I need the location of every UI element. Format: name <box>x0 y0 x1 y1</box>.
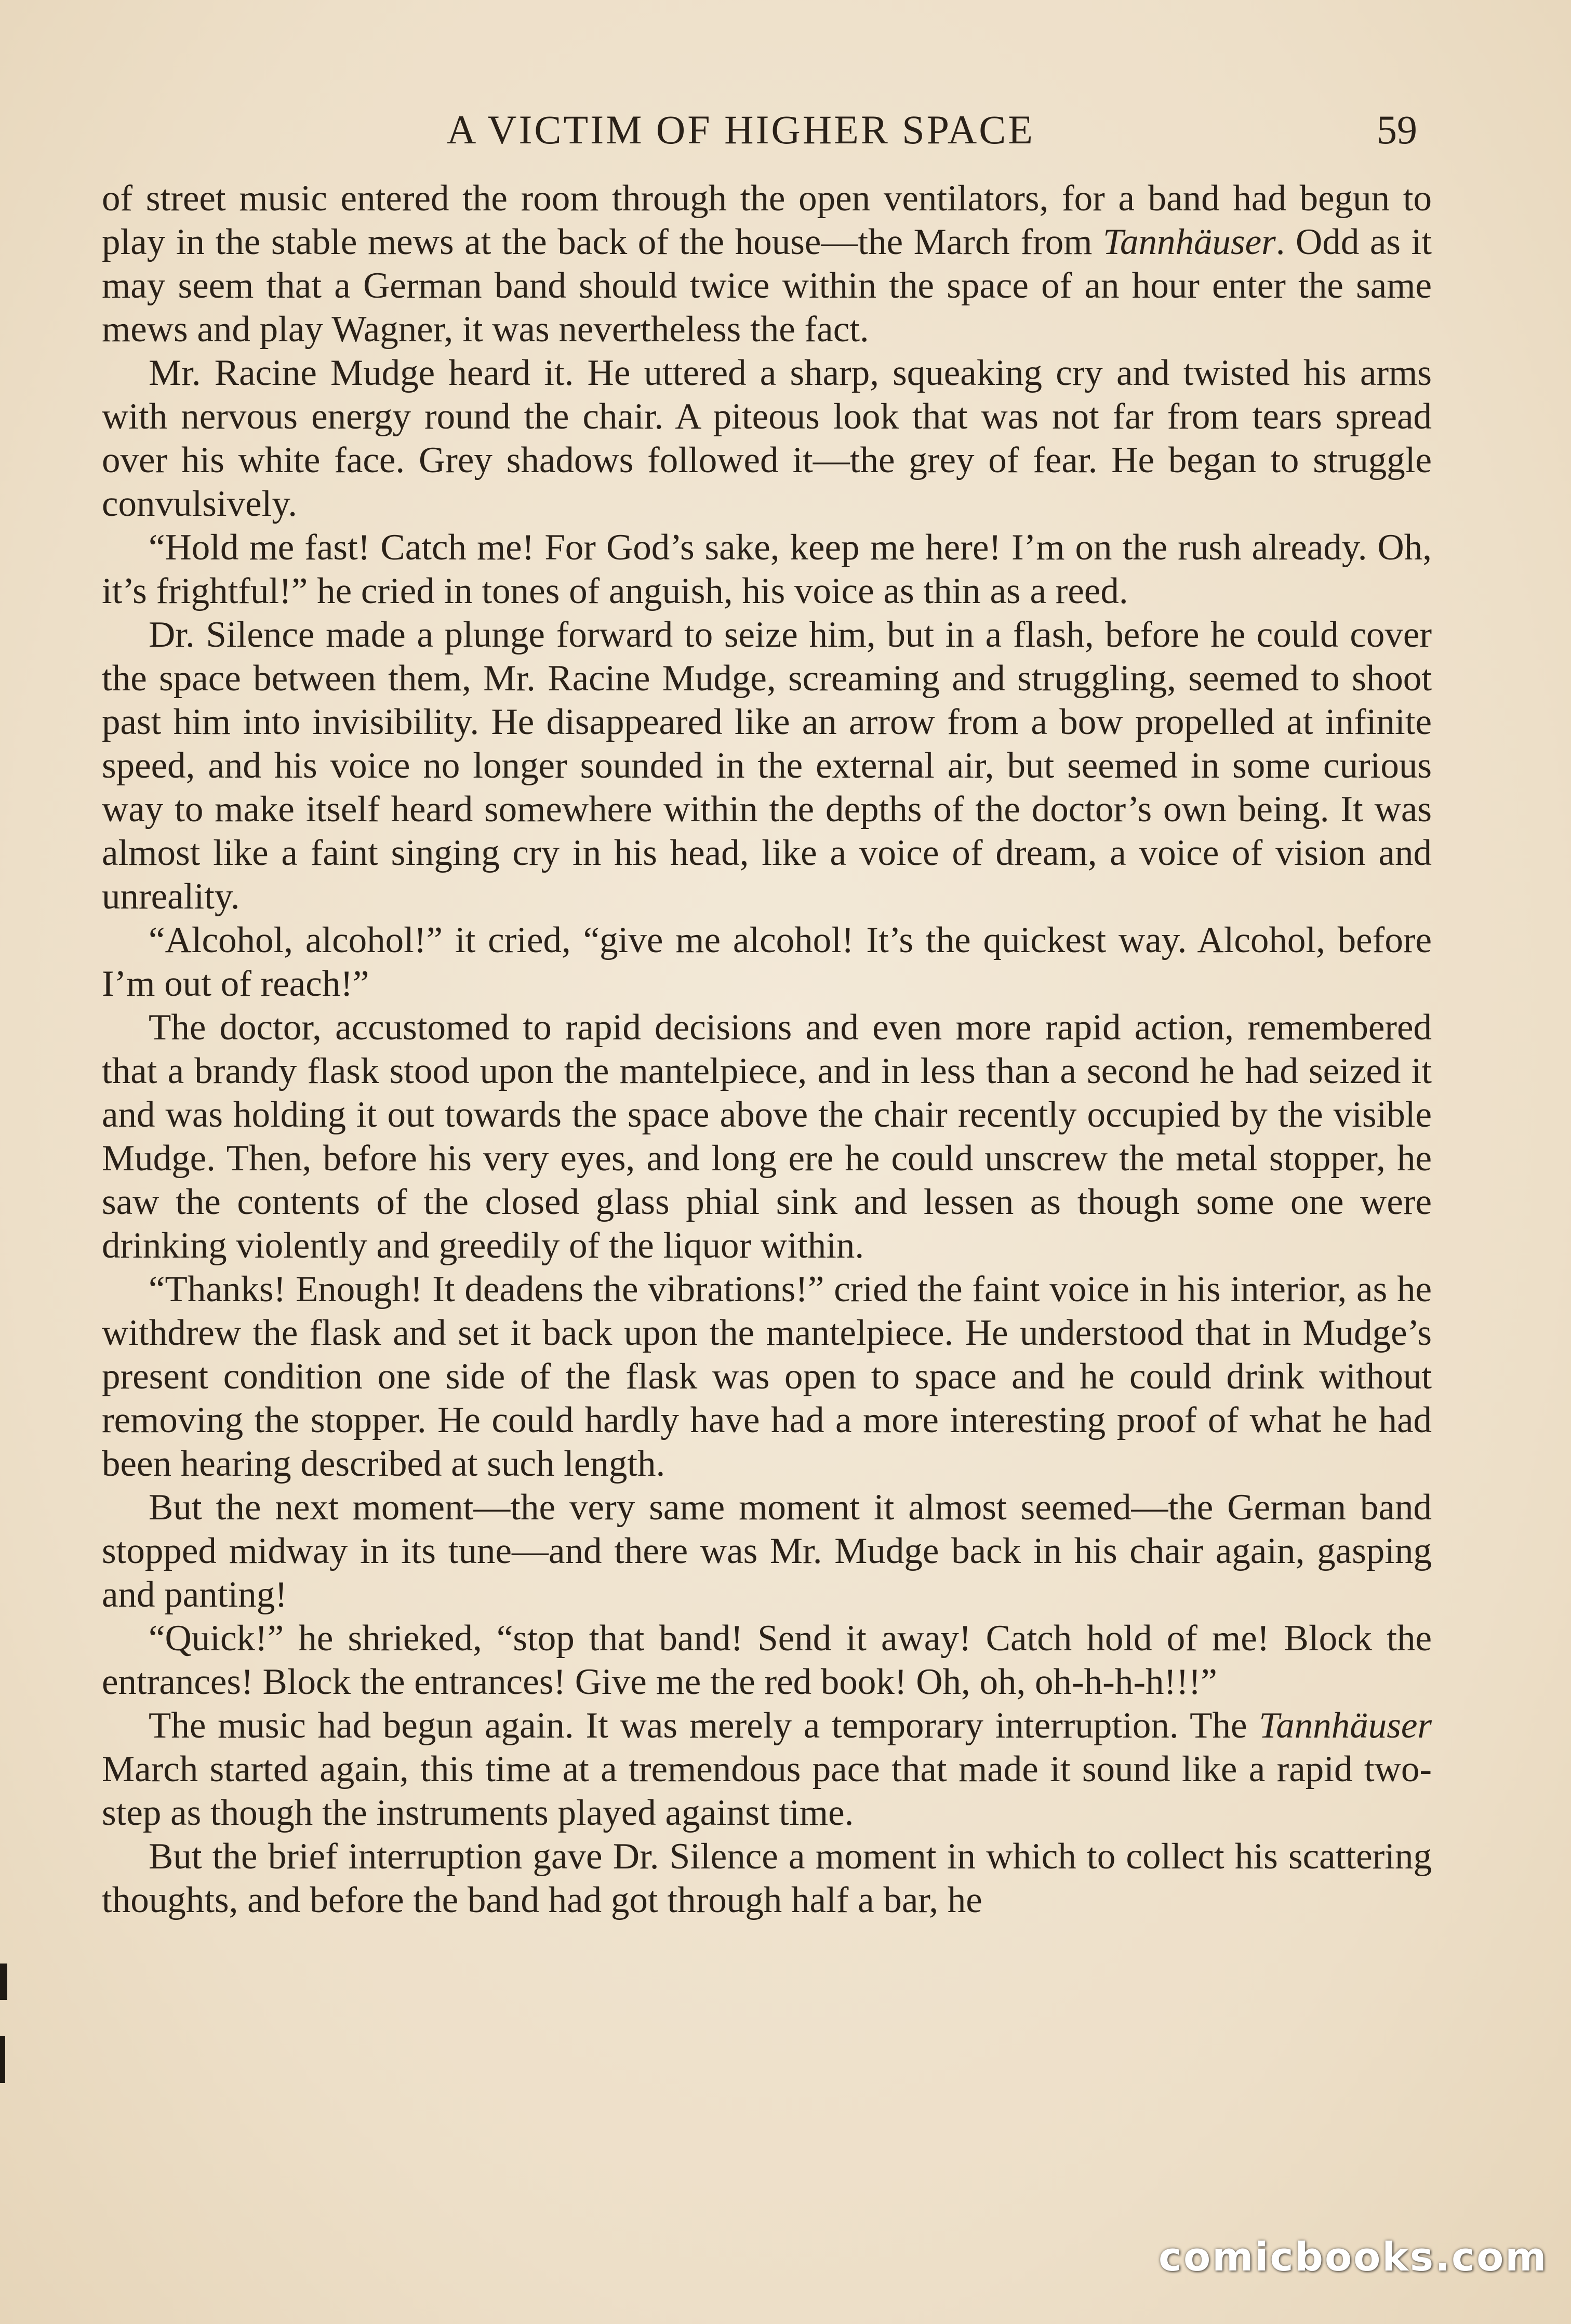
body-text <box>102 177 1432 1922</box>
italic-title: Tannhäuser <box>1259 1705 1432 1746</box>
paragraph: But the brief interruption gave Dr. Silence a moment in which to collect his scattering thoughts, and before the band had got through half a bar, he <box>102 1836 1432 1920</box>
page-header <box>0 106 1571 164</box>
watermark: comicbooks.com <box>1159 2234 1548 2280</box>
paragraph: Mr. Racine Mudge heard it. He uttered a sharp, squeaking cry and twisted his arms with nervous energy round the chair. A piteous look that was not far from tears spread over his white face. Grey shadows followed it—the grey of fear. He began to struggle convulsively. <box>102 353 1432 524</box>
paragraph: But the next moment—the very same moment it almost seemed—the German band stopped midway in its tune—and there was Mr. Mudge back in his chair again, gasping and panting! <box>102 1487 1432 1615</box>
paragraph: “Thanks! Enough! It deadens the vibrations!” cried the faint voice in his interior, as he withdrew the flask and set it back upon the mantelpiece. He understood that in Mudge’s present condition one side of the flask was open to space and he could drink without removing the stopper. He could hardly have had a more interesting proof of what he had been hearing described at such length. <box>102 1269 1432 1484</box>
margin-mark <box>0 1964 7 2000</box>
page-number: 59 <box>1377 107 1417 152</box>
paragraph: Dr. Silence made a plunge forward to seize him, but in a flash, before he could cover the space between them, Mr. Racine Mudge, screaming and struggling, seemed to shoot past him into invisibility. He disappeared like an arrow from a bow propelled at infinite speed, and his voice no longer sounded in the external air, but seemed in some curious way to make itself heard somewhere within the depths of the doctor’s own being. It was almost like a faint singing cry in his head, like a voice of dream, a voice of vision and unreality. <box>102 615 1432 917</box>
paragraph: “Quick!” he shrieked, “stop that band! Send it away! Catch hold of me! Block the entrances! Block the entrances! Give me the red book! Oh, oh, oh-h-h-h!!!” <box>102 1618 1432 1702</box>
italic-title: Tannhäuser <box>1103 222 1276 262</box>
running-title: A VICTIM OF HIGHER SPACE <box>447 107 1035 152</box>
paragraph: “Alcohol, alcohol!” it cried, “give me alcohol! It’s the quickest way. Alcohol, before I’m out of reach!” <box>102 920 1432 1004</box>
paragraph: of street music entered the room through the open ventilators, for a band had begun to play in the stable mews at the back of the house—the March from Tannhäuser. Odd as it may seem that a German band should twice within the space of an hour enter the same mews and play Wagner, it was nevertheless the fact. <box>102 178 1432 350</box>
paragraph: The music had begun again. It was merely a temporary interruption. The Tannhäuser March started again, this time at a tremendous pace that made it sound like a rapid two-step as though the instruments played against time. <box>102 1705 1432 1833</box>
margin-mark <box>0 2036 5 2083</box>
paragraph: The doctor, accustomed to rapid decisions and even more rapid action, remembered that a brandy flask stood upon the mantelpiece, and in less than a second he had seized it and was holding it out towards the space above the chair recently occupied by the visible Mudge. Then, before his very eyes, and long ere he could unscrew the metal stopper, he saw the contents of the closed glass phial sink and lessen as though some one were drinking violently and greedily of the liquor within. <box>102 1007 1432 1266</box>
paragraph: “Hold me fast! Catch me! For God’s sake, keep me here! I’m on the rush already. Oh, it’s frightful!” he cried in tones of anguish, his voice as thin as a reed. <box>102 527 1432 611</box>
